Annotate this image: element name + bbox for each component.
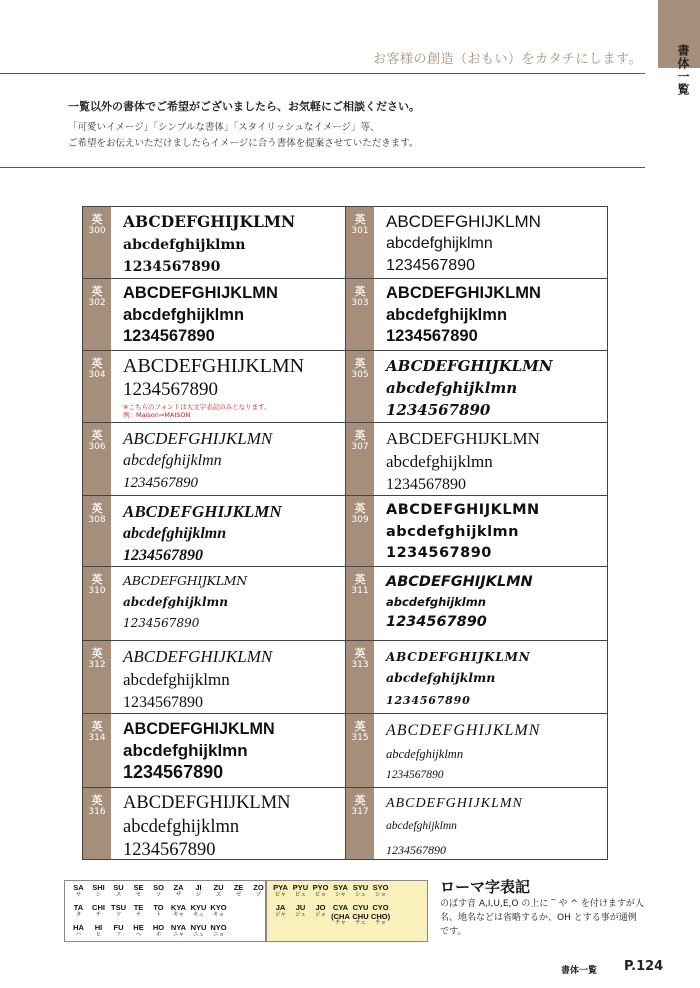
font-number: 312 <box>88 660 106 670</box>
romaji-cell <box>290 884 311 898</box>
katakana-text: チョ <box>375 920 386 926</box>
katakana-text: ニュ <box>192 931 204 938</box>
sample-digits: 1234567890 <box>123 327 215 345</box>
romaji-text: SU <box>113 883 124 892</box>
katakana-text: ハ <box>75 931 82 938</box>
romaji-cell <box>108 904 129 918</box>
uppercase-only-note: ※こちらのフォントは大文字表記のみとなります。 <box>123 403 271 411</box>
romaji-cell <box>370 884 391 898</box>
sample-uppercase: ABCDEFGHIJKLMN <box>123 284 278 302</box>
intro-text-line: ご希望をお伝えいただけましたらイメージに合う書体を提案させていただきます。 <box>68 138 419 149</box>
romaji-cell <box>88 924 109 938</box>
romaji-text: CYO <box>372 903 389 912</box>
romaji-text: HE <box>133 923 144 932</box>
katakana-text: シュ <box>355 891 366 898</box>
sample-digits: 1234567890 <box>123 258 221 275</box>
romaji-text: JI <box>195 883 202 892</box>
sample-lowercase: abcdefghijklmn <box>386 379 518 397</box>
font-sample-306 <box>83 423 345 496</box>
font-sample-309 <box>345 496 607 567</box>
katakana-text: キュ <box>192 911 204 918</box>
katakana-text: ゼ <box>235 891 242 898</box>
intro-divider <box>0 167 645 168</box>
sample-uppercase: ABCDEFGHIJKLMN <box>123 212 296 231</box>
katakana-text: タ <box>75 911 82 918</box>
sample-digits: 1234567890 <box>123 475 198 491</box>
romaji-cell <box>310 904 331 918</box>
sample-uppercase: ABCDEFGHIJKLMN <box>123 719 275 738</box>
font-sample-307 <box>345 423 607 496</box>
romaji-text: CHI <box>92 903 105 912</box>
font-number-badge <box>83 496 111 566</box>
font-number: 302 <box>88 298 106 308</box>
badge-kanji: 英 <box>354 213 366 226</box>
font-number-badge <box>83 788 111 859</box>
sample-uppercase: ABCDEFGHIJKLMN <box>123 793 291 813</box>
romaji-cell <box>168 924 189 938</box>
katakana-text: ジュ <box>295 911 306 918</box>
romaji-cell <box>168 904 189 918</box>
font-sample-305 <box>345 351 607 423</box>
font-sample-316 <box>83 788 345 859</box>
badge-kanji: 英 <box>354 794 366 807</box>
romaji-alt-text: CHO) <box>370 911 391 921</box>
sample-lowercase: abcdefghijklmn <box>123 816 240 837</box>
romaji-cell <box>168 884 189 898</box>
romaji-cell <box>68 904 89 918</box>
font-number: 310 <box>88 586 106 596</box>
romaji-cell <box>88 904 109 918</box>
sample-uppercase: ABCDEFGHIJKLMN <box>386 429 540 448</box>
font-number: 309 <box>351 515 369 525</box>
font-sample-303 <box>345 279 607 351</box>
font-number: 305 <box>351 370 369 380</box>
katakana-text: ツ <box>115 911 122 918</box>
romaji-cell <box>148 884 169 898</box>
romaji-cell <box>188 904 209 918</box>
romaji-cell <box>208 884 229 898</box>
sample-digits: 1234567890 <box>123 615 200 630</box>
katakana-text: ニョ <box>212 931 224 938</box>
romaji-text: KYO <box>210 903 227 912</box>
sample-lowercase: abcdefghijklmn <box>386 452 493 471</box>
font-sample-313 <box>345 641 607 714</box>
katakana-text: ト <box>155 911 162 918</box>
badge-kanji: 英 <box>91 429 103 442</box>
sample-lowercase: abcdefghijklmn <box>123 236 246 253</box>
font-number: 301 <box>351 226 369 236</box>
romaji-text: HI <box>94 923 103 932</box>
romaji-title: ローマ字表記 <box>440 878 531 896</box>
font-sample-301 <box>345 207 607 279</box>
romaji-cell <box>68 884 89 898</box>
sample-lowercase: abcdefghijklmn <box>386 235 493 252</box>
font-number: 314 <box>88 733 106 743</box>
katakana-text: ヘ <box>135 931 142 938</box>
romaji-text: SO <box>153 883 164 892</box>
font-number-badge <box>346 496 374 566</box>
badge-kanji: 英 <box>91 794 103 807</box>
katakana-text: ホ <box>155 931 162 938</box>
sample-uppercase: ABCDEFGHIJKLMN <box>386 650 531 664</box>
badge-kanji: 英 <box>354 357 366 370</box>
romaji-text: KYU <box>190 903 207 912</box>
sample-lowercase: abcdefghijklmn <box>123 741 248 760</box>
sample-digits: 1234567890 <box>386 614 487 630</box>
badge-kanji: 英 <box>91 213 103 226</box>
badge-kanji: 英 <box>91 647 103 660</box>
romaji-table-contracted <box>266 880 428 942</box>
romaji-text: NYU <box>190 923 207 932</box>
katakana-text: チャ <box>335 920 346 926</box>
katakana-text: ジョ <box>315 911 326 918</box>
font-sample-304 <box>83 351 345 423</box>
font-sample-302 <box>83 279 345 351</box>
katakana-text: ゾ <box>255 891 262 898</box>
romaji-text: ZE <box>233 883 244 892</box>
font-number-badge <box>346 641 374 713</box>
romaji-cell <box>350 884 371 898</box>
font-number-badge <box>346 351 374 422</box>
sample-uppercase: ABCDEFGHIJKLMN <box>386 284 541 302</box>
romaji-text: NYO <box>210 923 227 932</box>
font-number-badge <box>346 207 374 278</box>
sample-digits: 1234567890 <box>123 840 216 860</box>
romaji-alt-text: CHU <box>352 911 369 921</box>
font-number-badge <box>83 423 111 495</box>
sample-lowercase: abcdefghijklmn <box>123 452 222 469</box>
katakana-text: セ <box>135 891 142 898</box>
romaji-text: TO <box>153 903 164 912</box>
sample-digits: 1234567890 <box>386 842 446 857</box>
sample-lowercase: abcdefghijklmn <box>386 820 457 832</box>
katakana-text: シャ <box>335 891 346 898</box>
katakana-text: テ <box>135 911 142 918</box>
font-number: 315 <box>351 733 369 743</box>
katakana-text: ピョ <box>314 891 326 898</box>
romaji-cell <box>350 904 371 927</box>
font-number-badge <box>346 567 374 640</box>
font-number-badge <box>346 423 374 495</box>
romaji-text: SYA <box>333 883 348 892</box>
romaji-cell <box>228 884 249 898</box>
romaji-cell <box>68 924 89 938</box>
romaji-text: JU <box>295 903 306 912</box>
sample-digits: 1234567890 <box>386 693 471 707</box>
top-divider <box>0 73 645 74</box>
romaji-text: ZU <box>213 883 224 892</box>
font-number-badge <box>83 279 111 350</box>
badge-kanji: 英 <box>91 720 103 733</box>
font-number: 300 <box>88 226 106 236</box>
font-sample-317 <box>345 788 607 859</box>
font-number-badge <box>346 714 374 787</box>
sample-digits: 1234567890 <box>123 547 203 564</box>
font-sample-312 <box>83 641 345 714</box>
sample-uppercase: ABCDEFGHIJKLMN <box>123 502 282 521</box>
romaji-cell <box>270 904 291 918</box>
katakana-text: サ <box>75 891 82 898</box>
romaji-cell <box>208 924 229 938</box>
katakana-text: ヒ <box>95 931 102 938</box>
font-sample-310 <box>83 567 345 641</box>
romaji-alt-text: (CHA <box>331 911 350 921</box>
romaji-text: SYO <box>372 883 389 892</box>
font-number-badge <box>346 279 374 350</box>
sample-uppercase: ABCDEFGHIJKLMN <box>123 429 273 448</box>
katakana-text: キョ <box>212 911 224 918</box>
romaji-cell <box>128 924 149 938</box>
font-number: 306 <box>88 442 106 452</box>
romaji-cell <box>370 904 391 927</box>
side-label: 書体一覧 <box>676 44 690 96</box>
romaji-cell <box>330 884 351 898</box>
romaji-cell <box>148 904 169 918</box>
romaji-cell <box>330 904 351 927</box>
sample-digits: 1234567890 <box>386 327 478 345</box>
intro-heading: 一覧以外の書体でご希望がございましたら、お気軽にご相談ください。 <box>68 100 420 113</box>
sample-digits: 1234567890 <box>123 694 203 711</box>
katakana-text: フ <box>115 931 122 938</box>
sample-uppercase: ABCDEFGHIJKLMN <box>123 647 273 666</box>
katakana-text: ニャ <box>172 931 184 938</box>
romaji-text: TE <box>133 903 144 912</box>
intro-text-line: 「可愛いイメージ」「シンプルな書体」「スタイリッシュなイメージ」等、 <box>68 122 380 133</box>
sample-digits: 1234567890 <box>386 545 492 561</box>
sample-uppercase: ABCDEFGHIJKLMN <box>386 502 540 518</box>
sample-uppercase: ABCDEFGHIJKLMN <box>386 796 523 811</box>
romaji-text: FU <box>113 923 124 932</box>
font-number-badge <box>83 207 111 278</box>
romaji-cell <box>108 924 129 938</box>
sample-lowercase: abcdefghijklmn <box>123 525 227 542</box>
sample-uppercase: ABCDEFGHIJKLMN <box>386 722 541 739</box>
sample-digits: 1234567890 <box>386 768 444 781</box>
font-number-badge <box>83 641 111 713</box>
romaji-text: SYU <box>352 883 369 892</box>
font-number: 303 <box>351 298 369 308</box>
sample-uppercase: ABCDEFGHIJKLMN <box>386 357 553 375</box>
font-number-badge <box>346 788 374 859</box>
katakana-text: チ <box>95 911 102 918</box>
badge-kanji: 英 <box>354 573 366 586</box>
sample-uppercase: ABCDEFGHIJKLMN <box>123 355 305 377</box>
font-number-badge <box>83 567 111 640</box>
romaji-text: SHI <box>92 883 105 892</box>
sample-lowercase: abcdefghijklmn <box>386 670 496 685</box>
romaji-text: JO <box>315 903 326 912</box>
romaji-text: PYU <box>292 883 309 892</box>
romaji-text: SA <box>73 883 84 892</box>
sample-lowercase: abcdefghijklmn <box>123 670 230 689</box>
badge-kanji: 英 <box>91 285 103 298</box>
font-number: 308 <box>88 515 106 525</box>
romaji-cell <box>128 884 149 898</box>
katakana-text: ザ <box>175 891 182 898</box>
romaji-cell <box>270 884 291 898</box>
katakana-text: ジ <box>195 891 202 898</box>
sample-uppercase: ABCDEFGHIJKLMN <box>386 574 533 590</box>
badge-kanji: 英 <box>354 502 366 515</box>
badge-kanji: 英 <box>91 502 103 515</box>
sample-uppercase: ABCDEFGHIJKLMN <box>386 212 541 231</box>
sample-digits: 1234567890 <box>386 476 466 493</box>
romaji-text: SE <box>133 883 144 892</box>
romaji-cell <box>128 904 149 918</box>
font-sample-315 <box>345 714 607 788</box>
badge-kanji: 英 <box>91 357 103 370</box>
romaji-text: TA <box>73 903 84 912</box>
katakana-text: ズ <box>215 891 222 898</box>
sample-digits: 1234567890 <box>386 401 491 419</box>
katakana-text: ピュ <box>294 891 306 898</box>
romaji-text: HO <box>152 923 165 932</box>
katakana-text: チュ <box>355 920 366 926</box>
romaji-text: ZO <box>253 883 264 892</box>
romaji-cell <box>108 884 129 898</box>
font-number: 304 <box>88 370 106 380</box>
romaji-text: HA <box>73 923 84 932</box>
katakana-text: ジャ <box>275 911 286 918</box>
romaji-text: JA <box>275 903 286 912</box>
font-number: 307 <box>351 442 369 452</box>
sample-lowercase: abcdefghijklmn <box>386 747 464 761</box>
romaji-cell <box>188 884 209 898</box>
sample-lowercase: abcdefghijklmn <box>123 305 245 324</box>
font-number: 313 <box>351 660 369 670</box>
sample-digits: 1234567890 <box>123 379 218 400</box>
font-sample-grid <box>82 206 608 860</box>
romaji-cell <box>88 884 109 898</box>
katakana-text: ソ <box>155 891 162 898</box>
badge-kanji: 英 <box>354 285 366 298</box>
romaji-text: PYO <box>312 883 329 892</box>
sample-lowercase: abcdefghijklmn <box>386 594 486 609</box>
romaji-cell <box>188 924 209 938</box>
romaji-text: CYU <box>352 903 369 912</box>
katakana-text: シ <box>95 891 102 898</box>
font-sample-311 <box>345 567 607 641</box>
katakana-text: ス <box>115 891 122 898</box>
sample-digits: 1234567890 <box>386 257 475 274</box>
page-tagline: お客様の創造（おもい）をカタチにします。 <box>373 52 642 67</box>
romaji-text: PYA <box>273 883 288 892</box>
romaji-text: ZA <box>173 883 184 892</box>
romaji-cell <box>208 904 229 918</box>
font-number: 317 <box>351 807 369 817</box>
katakana-text: ショ <box>375 891 386 898</box>
romaji-text: CYA <box>332 903 349 912</box>
font-number: 311 <box>351 586 369 596</box>
sample-lowercase: abcdefghijklmn <box>386 305 508 324</box>
katakana-text: キャ <box>172 911 184 918</box>
romaji-cell <box>148 924 169 938</box>
sample-digits: 1234567890 <box>123 762 224 782</box>
badge-kanji: 英 <box>91 573 103 586</box>
romaji-table-main <box>64 880 266 942</box>
footer-section-label: 書体一覧 <box>561 966 598 976</box>
sample-uppercase: ABCDEFGHIJKLMN <box>123 573 247 588</box>
badge-kanji: 英 <box>354 720 366 733</box>
romaji-text: TSU <box>111 903 126 912</box>
sample-lowercase: abcdefghijklmn <box>123 594 228 609</box>
katakana-text: ピャ <box>274 891 286 898</box>
font-sample-300 <box>83 207 345 279</box>
badge-kanji: 英 <box>354 429 366 442</box>
page-number: P.124 <box>624 959 664 974</box>
badge-kanji: 英 <box>354 647 366 660</box>
romaji-cell <box>290 904 311 918</box>
romaji-text: KYA <box>170 903 187 912</box>
romaji-text: NYA <box>170 923 187 932</box>
sample-lowercase: abcdefghijklmn <box>386 523 519 540</box>
font-sample-308 <box>83 496 345 567</box>
font-number-badge <box>83 714 111 787</box>
font-number-badge <box>83 351 111 422</box>
font-number: 316 <box>88 807 106 817</box>
romaji-explanation: のばす音 A,I,U,E,O の上に ‾ や ^ を付けますが人名、地名などは省略するか、OH とする事が通例です。 <box>440 899 644 937</box>
font-sample-314 <box>83 714 345 788</box>
uppercase-example-note: 例：Maison⇒MAISON <box>123 411 191 420</box>
romaji-cell <box>310 884 331 898</box>
